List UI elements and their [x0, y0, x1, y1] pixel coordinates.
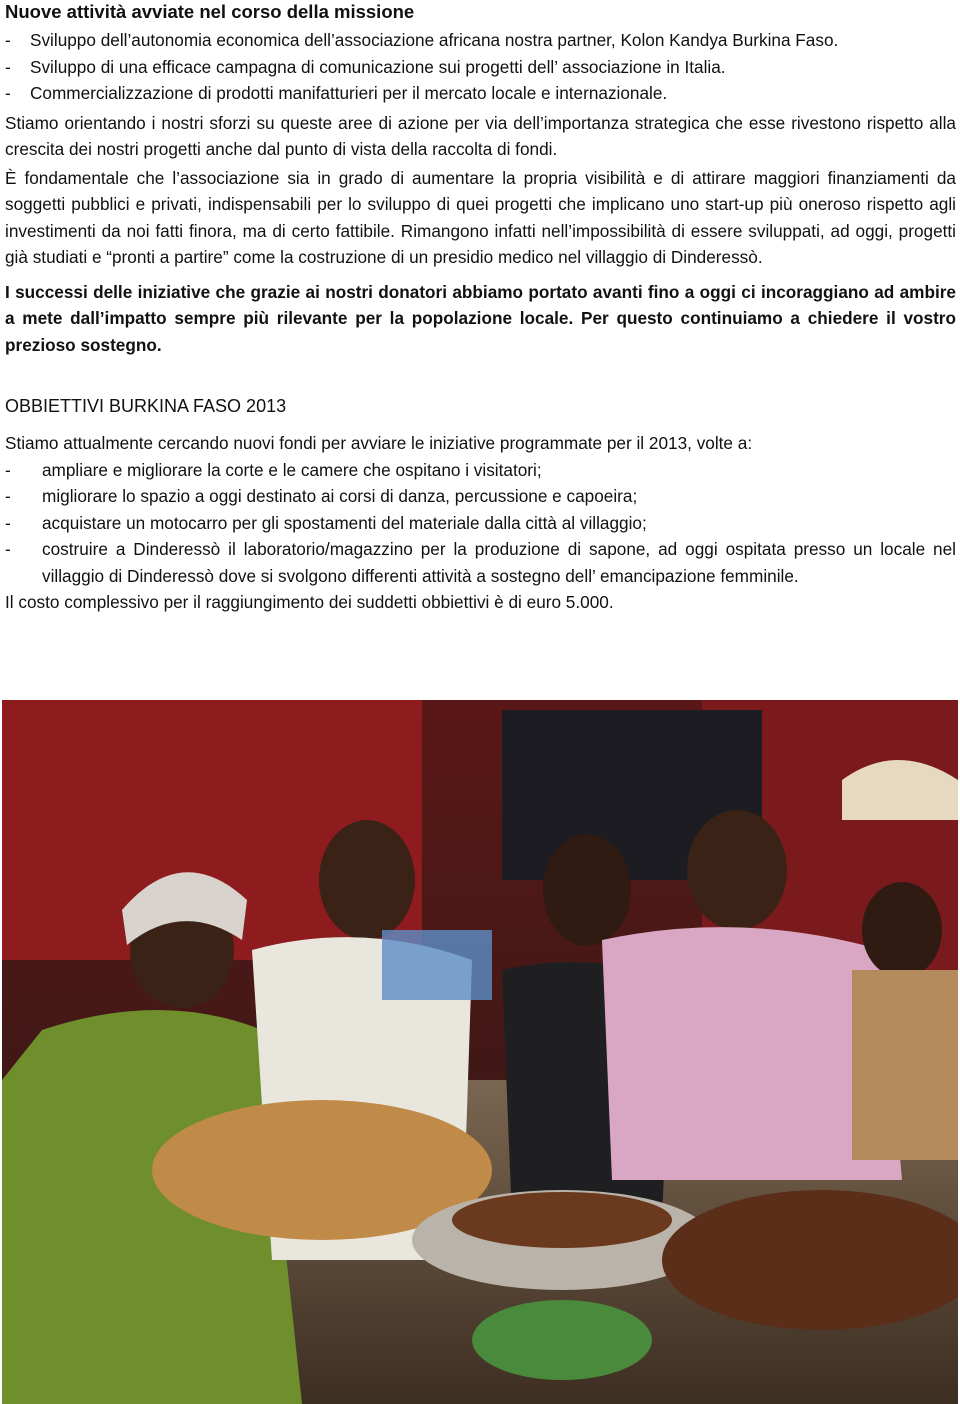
cost-statement: Il costo complessivo per il raggiungimento dei suddetti obbiettivi è di euro 5.000. — [5, 592, 614, 612]
market-photo — [2, 700, 958, 1404]
objectives-list — [5, 457, 956, 590]
paragraph-visibility: È fondamentale che l’associazione sia in grado di aumentare la propria visibilità e di attirare maggiori finanziamenti da soggetti pubblici e privati, indispensabili per lo sviluppo di quei progetti che implicano uno start-up più oneroso rispetto agli investimenti da noi fatti finora, ma di certo fattibile. Rimangono infatti nell’impossibilità di essere sviluppati, ad oggi, progetti già studiati e “pronti a partire” come la costruzione di un presidio medico nel villaggio di Dinderessò. — [5, 167, 956, 267]
list-item: - ampliare e migliorare la corte e le camere che ospitano i visitatori; — [5, 459, 542, 480]
list-item: - Sviluppo di una efficace campagna di comunicazione sui progetti dell’ associazione in Italia. — [5, 56, 726, 77]
boy-head — [543, 834, 631, 946]
objectives-heading: OBBIETTIVI BURKINA FASO 2013 — [5, 396, 287, 416]
food-pile — [452, 1192, 672, 1248]
section-heading: Nuove attività avviate nel corso della missione — [5, 1, 415, 22]
paragraph-strategy: Stiamo orientando i nostri sforzi su queste aree di azione per via dell’importanza strategica che esse rivestono rispetto alla crescita dei nostri progetti anche dal punto di vista della raccolta di fondi. — [5, 112, 956, 159]
plastic-bag — [382, 930, 492, 1000]
boy-right-shirt — [852, 970, 958, 1160]
list-item: - costruire a Dinderessò il laboratorio/magazzino per la produzione di sapone, ad oggi ospitata presso un locale nel villaggio di Dinderessò dove si svolgono differenti attività a sostegno dell’ emancipazione femminile. — [5, 539, 956, 586]
list-item: - Sviluppo dell’autonomia economica dell’associazione africana nostra partner, Kolon Kandya Burkina Faso. — [5, 30, 839, 50]
list-item: - Commercializzazione di prodotti manifatturieri per il mercato locale e internazionale. — [5, 83, 668, 103]
activity-list — [5, 27, 956, 107]
text-column — [5, 0, 956, 616]
basin-green — [472, 1300, 652, 1380]
list-item: - migliorare lo spazio a oggi destinato ai corsi di danza, percussione e capoeira; — [5, 486, 638, 506]
list-item: - acquistare un motocarro per gli spostamenti del materiale dalla città al villaggio; — [5, 512, 647, 533]
man-head — [319, 820, 415, 940]
objectives-intro: Stiamo attualmente cercando nuovi fondi per avviare le iniziative programmate per il 2013, volte a: — [5, 433, 753, 453]
paragraph-appeal: I successi delle iniziative che grazie ai nostri donatori abbiamo portato avanti fino a oggi ci incoraggiano ad ambire a mete dall’impatto sempre più rilevante per la popolazione locale. Per questo continuiamo a chiedere il vostro prezioso sostegno. — [5, 281, 956, 355]
boy-right-head — [862, 882, 942, 978]
woman-right-head — [687, 810, 787, 930]
